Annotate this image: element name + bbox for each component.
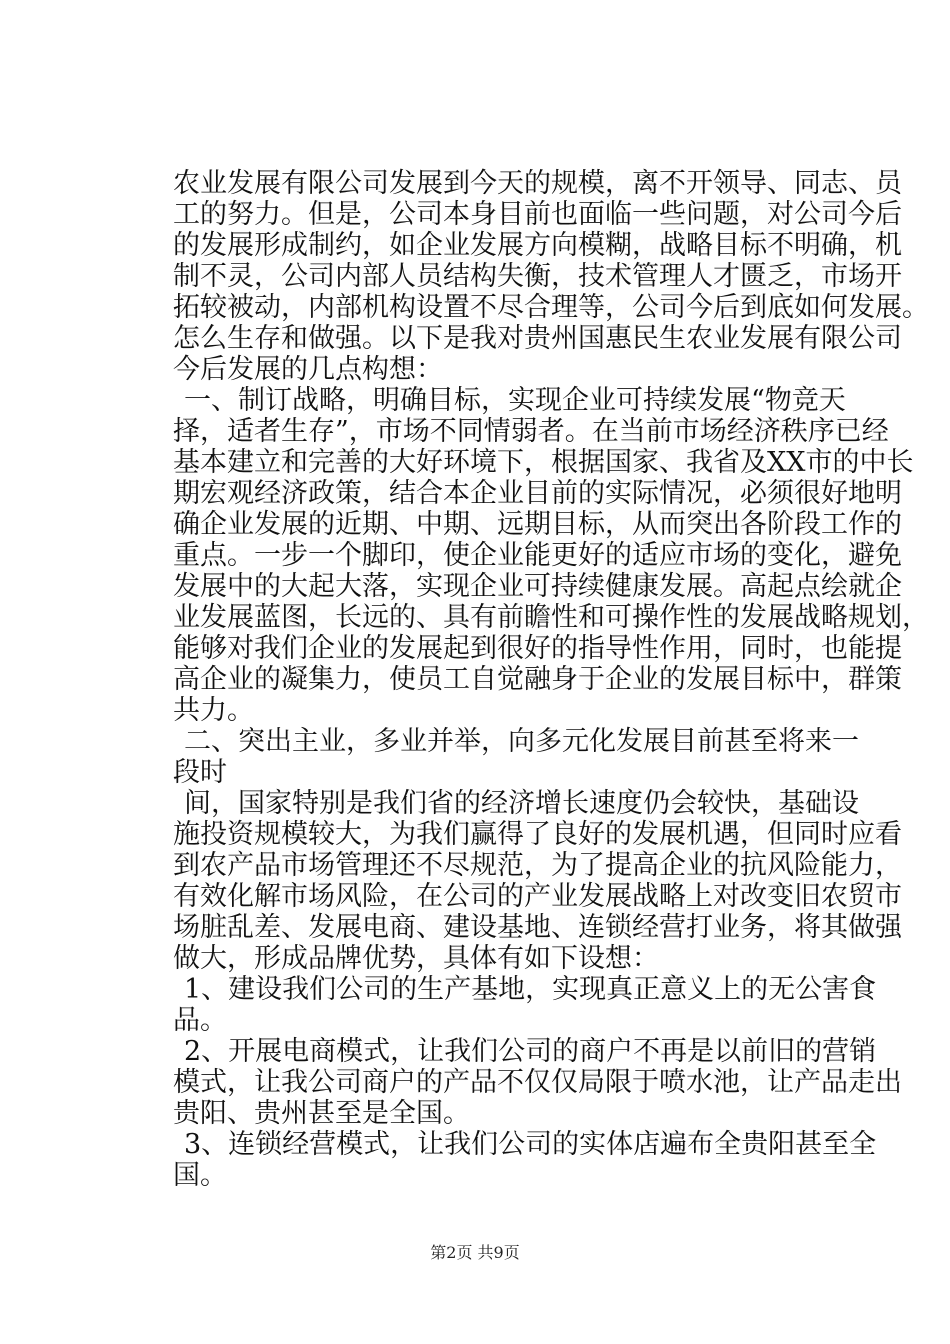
text-line: 到农产品市场管理还不尽规范，为了提高企业的抗风险能力， [173,850,902,881]
text-line: 拓较被动，内部机构设置不尽合理等，公司今后到底如何发展。 [173,292,929,323]
text-line: 高企业的凝集力，使员工自觉融身于企业的发展目标中，群策 [173,664,902,695]
text-line: 施投资规模较大，为我们赢得了良好的发展机遇，但同时应看 [173,819,902,850]
text-line: 2、开展电商模式，让我们公司的商户不再是以前旧的营销 [184,1036,877,1067]
text-line: 做大，形成品牌优势，具体有如下设想： [173,943,659,974]
text-line: 贵阳、贵州甚至是全国。 [173,1098,470,1129]
text-line: 国。 [173,1160,227,1191]
text-line: 段时 [173,757,227,788]
text-line: 制不灵，公司内部人员结构失衡，技术管理人才匮乏，市场开 [173,261,902,292]
text-line: 期宏观经济政策，结合本企业目前的实际情况，必须很好地明 [173,478,902,509]
text-line: 怎么生存和做强。以下是我对贵州国惠民生农业发展有限公司 [173,323,902,354]
text-line: 基本建立和完善的大好环境下，根据国家、我省及XX市的中长 [173,447,914,478]
text-line: 模式，让我公司商户的产品不仅仅局限于喷水池，让产品走出 [173,1067,902,1098]
text-line: 二、突出主业，多业并举，向多元化发展目前甚至将来一 [184,726,859,757]
text-line: 有效化解市场风险，在公司的产业发展战略上对改变旧农贸市 [173,881,902,912]
text-line: 的发展形成制约，如企业发展方向模糊，战略目标不明确，机 [173,230,902,261]
text-line: 3、连锁经营模式，让我们公司的实体店遍布全贵阳甚至全 [184,1129,877,1160]
text-line: 品。 [173,1005,227,1036]
text-line: 共力。 [173,695,254,726]
text-line: 确企业发展的近期、中期、远期目标，从而突出各阶段工作的 [173,509,902,540]
text-line: 一、制订战略，明确目标，实现企业可持续发展“物竞天 [184,385,846,416]
text-line: 工的努力。但是，公司本身目前也面临一些问题，对公司今后 [173,199,902,230]
text-line: 重点。一步一个脚印，使企业能更好的适应市场的变化，避免 [173,540,902,571]
text-line: 发展中的大起大落，实现企业可持续健康发展。高起点绘就企 [173,571,902,602]
text-line: 场脏乱差、发展电商、建设基地、连锁经营打业务，将其做强 [173,912,902,943]
text-line: 1、建设我们公司的生产基地，实现真正意义上的无公害食 [184,974,877,1005]
text-line: 业发展蓝图，长远的、具有前瞻性和可操作性的发展战略规划， [173,602,929,633]
text-line: 今后发展的几点构想： [173,354,443,385]
text-line: 能够对我们企业的发展起到很好的指导性作用，同时，也能提 [173,633,902,664]
text-line: 农业发展有限公司发展到今天的规模，离不开领导、同志、员 [173,168,902,199]
text-line: 间，国家特别是我们省的经济增长速度仍会较快，基础设 [184,788,859,819]
page-footer: 第2页 共9页 [430,1243,520,1262]
text-line: 择，适者生存”，市场不同情弱者。在当前市场经济秩序已经 [173,416,889,447]
